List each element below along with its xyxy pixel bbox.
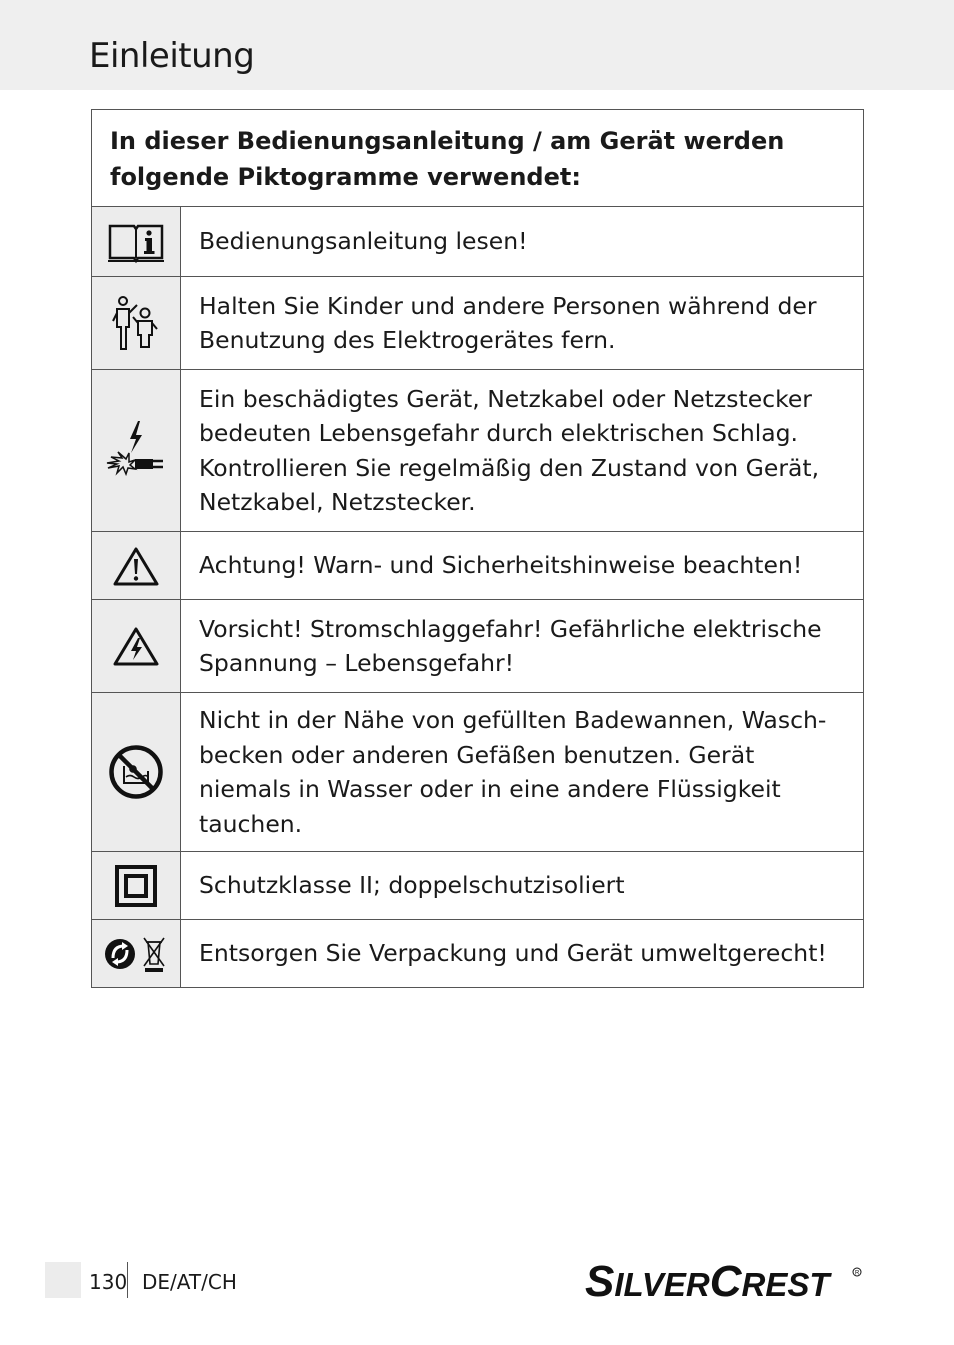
table-row	[92, 370, 864, 532]
row-text: Halten Sie Kinder und andere Personen während der Benutzung des Elektrogerätes fern.	[181, 277, 864, 370]
svg-text:SILVERCREST: SILVERCREST	[585, 1257, 830, 1302]
table-row	[92, 852, 864, 920]
warning-triangle-icon	[92, 532, 181, 600]
svg-text:R: R	[855, 1270, 860, 1277]
table-row	[92, 207, 864, 277]
footer-divider	[127, 1262, 128, 1298]
table-row	[92, 920, 864, 988]
recycling-disposal-icon	[92, 920, 181, 988]
pictogram-table	[91, 109, 864, 988]
electric-shock-warning-icon	[92, 600, 181, 693]
page-number: 130	[89, 1270, 128, 1294]
keep-children-away-icon	[92, 277, 181, 370]
silvercrest-logo	[585, 1256, 865, 1306]
row-text: Vorsicht! Stromschlaggefahr! Gefährliche elektrische Spannung – Lebensgefahr!	[181, 600, 864, 693]
table-row	[92, 277, 864, 370]
page-title: Einleitung	[89, 36, 255, 76]
row-text: Achtung! Warn- und Sicherheitshinweise beachten!	[181, 532, 864, 600]
row-text: Ein beschädigtes Gerät, Netzkabel oder Netzstecker bedeuten Lebensgefahr durch elektrischen Schlag. Kontrollieren Sie regelmäßig den Zustand von Gerät, Netzkabel, Netzstecker.	[181, 370, 864, 532]
row-text: Nicht in der Nähe von gefüllten Badewannen, Waschbecken oder anderen Gefäßen benutzen. Gerät niemals in Wasser oder in eine andere Flüssigkeit tauchen.	[181, 693, 864, 852]
region-code: DE/AT/CH	[142, 1270, 237, 1294]
protection-class-ii-icon	[92, 852, 181, 920]
table-heading: In dieser Bedienungsanleitung / am Gerät werden folgende Piktogramme verwendet:	[92, 110, 864, 207]
table-row	[92, 693, 864, 852]
table-row	[92, 532, 864, 600]
row-text: Schutzklasse II; doppelschutzisoliert	[181, 852, 864, 920]
damaged-cable-icon	[92, 370, 181, 532]
table-header-row	[92, 110, 864, 207]
read-manual-icon	[92, 207, 181, 277]
table-row	[92, 600, 864, 693]
page-tab-marker	[45, 1262, 81, 1298]
row-text: Bedienungsanleitung lesen!	[181, 207, 864, 277]
no-water-icon	[92, 693, 181, 852]
row-text: Entsorgen Sie Verpackung und Gerät umweltgerecht!	[181, 920, 864, 988]
